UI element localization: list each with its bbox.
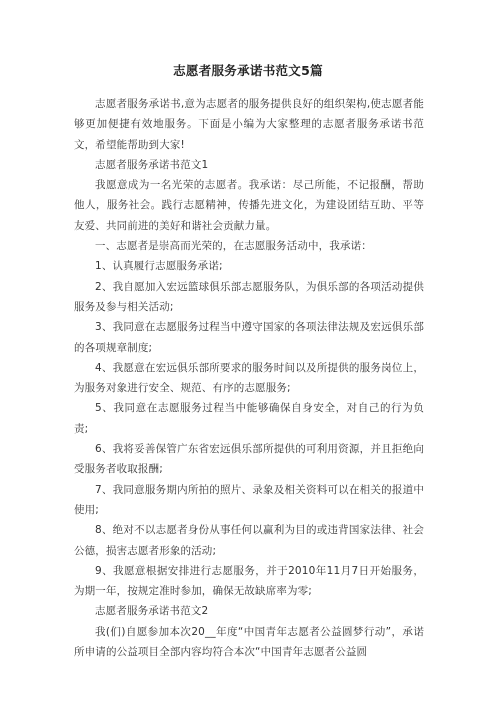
list-item-7: 7、我同意服务期内所拍的照片、录象及相关资料可以在相关的报道中使用;	[74, 483, 424, 516]
paragraph-pledge-2: 我(们)自愿参加本次20__年度“中国青年志愿者公益圆梦行动”，承诺所申请的公益项目全部内容均符合本次“中国青年志愿者公益圆	[74, 625, 424, 659]
document-title: 志愿者服务承诺书范文5篇	[173, 63, 323, 78]
section-heading-2: 志愿者服务承诺书范文2	[95, 605, 209, 618]
list-item-3: 3、我同意在志愿服务过程当中遵守国家的各项法律法规及宏远俱乐部的各项规章制度;	[74, 321, 424, 354]
list-item-1: 1、认真履行志愿服务承诺;	[95, 260, 223, 273]
list-item-6: 6、我将妥善保管广东省宏远俱乐部所提供的可利用资源，并且拒绝向受服务者收取报酬;	[74, 443, 424, 476]
list-item-8: 8、绝对不以志愿者身份从事任何以赢利为目的或违背国家法律、社会公德，损害志愿者形象的活动;	[74, 524, 424, 557]
list-item-4: 4、我愿意在宏远俱乐部所要求的服务时间以及所提供的服务岗位上，为服务对象进行安全、规范、有序的志愿服务;	[74, 361, 424, 395]
document-body	[74, 94, 424, 662]
list-item-9: 9、我愿意根据安排进行志愿服务，并于2010年11月7日开始服务，为期一年，按规定准时参加，确保无故缺席率为零;	[74, 564, 424, 598]
list-item-2: 2、我自愿加入宏远篮球俱乐部志愿服务队，为俱乐部的各项活动提供服务及参与相关活动;	[74, 280, 424, 313]
paragraph-pledge: 我愿意成为一名光荣的志愿者。我承诺：尽己所能，不记报酬，帮助他人，服务社会。践行志愿精神，传播先进文化，为建设团结互助、平等友爱、共同前进的美好和谐社会贡献力量。	[74, 179, 424, 232]
section-heading-1: 志愿者服务承诺书范文1	[95, 158, 209, 171]
list-item-5: 5、我同意在志愿服务过程当中能够确保自身安全，对自己的行为负责;	[74, 402, 424, 435]
paragraph-point-one: 一、志愿者是崇高而光荣的，在志愿服务活动中，我承诺：	[95, 240, 372, 253]
paragraph-intro: 志愿者服务承诺书,意为志愿者的服务提供良好的组织架构,使志愿者能够更加便捷有效地服务。下面是小编为大家整理的志愿者服务承诺书范文，希望能帮助到大家!	[74, 98, 424, 151]
